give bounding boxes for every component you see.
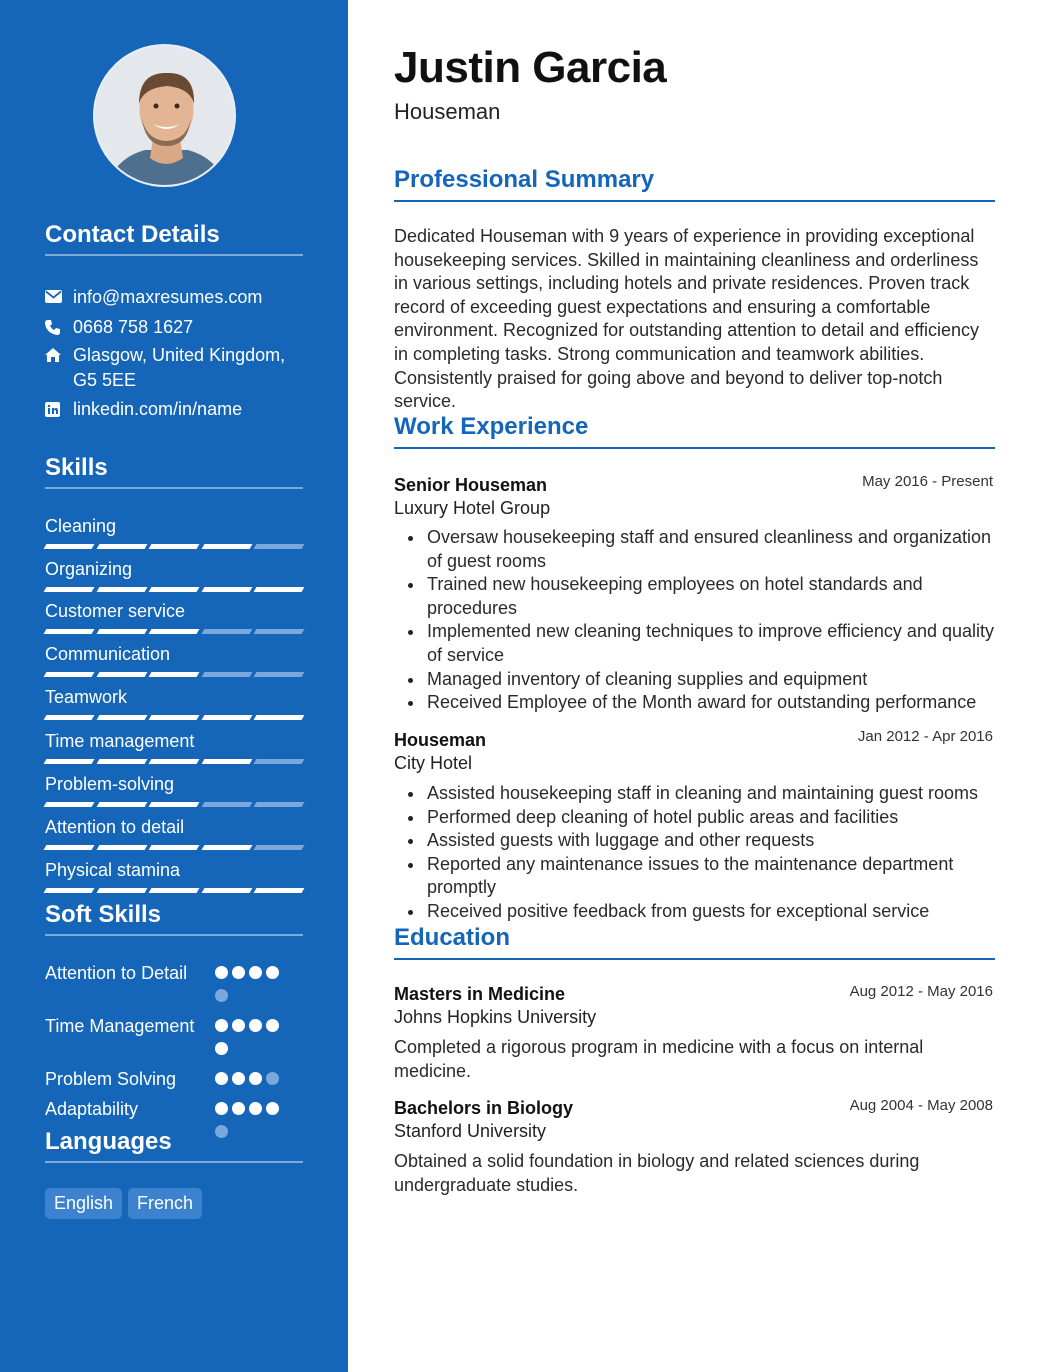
skill-level-segment (254, 672, 304, 677)
job-title: Senior Houseman (394, 475, 548, 495)
linkedin-text[interactable]: linkedin.com/in/name (73, 399, 243, 419)
job-bullets (394, 526, 996, 715)
skill-level-segment (201, 845, 251, 850)
skill-level-bar (45, 888, 303, 893)
phone-text[interactable]: 0668 758 1627 (73, 317, 194, 337)
skill-level-segment (149, 759, 199, 764)
skill-level-segment (254, 587, 304, 592)
degree-description: Completed a rigorous program in medicine with a focus on internal medicine. (394, 1037, 924, 1081)
skill-level-segment (96, 888, 146, 893)
rating-dot (215, 1019, 228, 1032)
school-name: Stanford University (394, 1121, 547, 1141)
skill-item (45, 600, 303, 634)
rating-dot (249, 1072, 262, 1085)
envelope-icon (45, 285, 73, 310)
skill-level-segment (44, 715, 94, 720)
skill-level-segment (149, 629, 199, 634)
skill-item (45, 816, 303, 850)
skill-level-segment (96, 672, 146, 677)
soft-skill-name: Attention to Detail (45, 963, 188, 983)
skill-level-segment (149, 544, 199, 549)
skill-level-segment (149, 587, 199, 592)
skill-level-bar (45, 672, 303, 677)
skill-level-segment (201, 587, 251, 592)
job-dates: May 2016 - Present (862, 473, 993, 490)
soft-skills-heading: Soft Skills (45, 901, 303, 936)
skill-level-segment (254, 759, 304, 764)
rating-dot (266, 966, 279, 979)
job-company: City Hotel (394, 753, 473, 773)
skill-level-bar (45, 845, 303, 850)
list-item: Reported any maintenance issues to the maintenance department promptly (394, 853, 996, 900)
rating-dot (232, 966, 245, 979)
skill-level-segment (44, 802, 94, 807)
summary-text: Dedicated Houseman with 9 years of experience in providing exceptional housekeeping services. Skilled in maintaining cleanliness and orderliness in various settings, including hotels and private residences. Proven track record of exceeding guest expectations and ensuring a comfortable environment. Recognized for outstanding attention to detail and efficiency in completing tasks. Strong communication and teamwork abilities. Consistently praised for going above and beyond to deliver top-notch service. (394, 226, 980, 412)
rating-dot (215, 1072, 228, 1085)
skill-level-segment (96, 629, 146, 634)
skill-level-bar (45, 759, 303, 764)
rating-dot (215, 1102, 228, 1115)
skill-name: Customer service (45, 601, 186, 621)
skill-name: Problem-solving (45, 774, 175, 794)
degree-dates: Aug 2012 - May 2016 (849, 983, 993, 1000)
contact-address (45, 343, 303, 393)
skill-level-segment (201, 672, 251, 677)
skill-level-segment (44, 672, 94, 677)
rating-dot (215, 989, 228, 1002)
contact-email[interactable] (45, 285, 262, 310)
skill-name: Attention to detail (45, 817, 185, 837)
skill-name: Teamwork (45, 687, 128, 707)
skill-level-segment (44, 845, 94, 850)
phone-icon (45, 315, 73, 340)
rating-dot (266, 1019, 279, 1032)
skill-level-segment (44, 629, 94, 634)
language-chip: English (45, 1188, 122, 1219)
rating-dot (266, 1072, 279, 1085)
skill-level-segment (201, 544, 251, 549)
sidebar (0, 0, 348, 1372)
rating-dot (232, 1019, 245, 1032)
skill-level-segment (149, 802, 199, 807)
degree-description: Obtained a solid foundation in biology and related sciences during undergraduate studies. (394, 1151, 920, 1195)
skill-level-segment (254, 802, 304, 807)
skill-level-segment (254, 715, 304, 720)
language-chip: French (128, 1188, 202, 1219)
list-item: Managed inventory of cleaning supplies and equipment (394, 668, 996, 692)
home-icon (45, 343, 73, 393)
contact-linkedin[interactable] (45, 397, 242, 422)
skill-level-bar (45, 715, 303, 720)
candidate-name: Justin Garcia (394, 43, 667, 92)
degree-title: Bachelors in Biology (394, 1098, 574, 1118)
job-company: Luxury Hotel Group (394, 498, 551, 518)
list-item: Received Employee of the Month award for outstanding performance (394, 691, 996, 715)
profile-photo (93, 44, 236, 187)
soft-skill-name: Problem Solving (45, 1069, 177, 1089)
skill-level-segment (201, 888, 251, 893)
email-text[interactable]: info@maxresumes.com (73, 287, 263, 307)
rating-dot (232, 1102, 245, 1115)
list-item: Received positive feedback from guests for exceptional service (394, 900, 996, 924)
job-title: Houseman (394, 730, 487, 750)
skill-name: Physical stamina (45, 860, 181, 880)
skill-level-segment (96, 759, 146, 764)
soft-skill-item (45, 962, 303, 985)
skill-level-segment (96, 715, 146, 720)
contact-phone[interactable] (45, 315, 193, 340)
list-item: Oversaw housekeeping staff and ensured cleanliness and organization of guest rooms (394, 526, 996, 573)
rating-dot (249, 1019, 262, 1032)
job-dates: Jan 2012 - Apr 2016 (857, 728, 993, 745)
address-text: Glasgow, United Kingdom, G5 5EE (73, 345, 286, 390)
experience-heading: Work Experience (394, 413, 995, 449)
rating-dot (215, 1042, 228, 1055)
soft-skill-name: Time Management (45, 1016, 195, 1036)
skill-level-segment (96, 802, 146, 807)
skill-item (45, 643, 303, 677)
skill-item (45, 558, 303, 592)
skill-level-segment (201, 629, 251, 634)
skill-level-segment (149, 845, 199, 850)
list-item: Trained new housekeeping employees on hotel standards and procedures (394, 573, 996, 620)
skill-level-segment (254, 629, 304, 634)
education-heading: Education (394, 924, 995, 960)
job-bullets (394, 782, 996, 924)
rating-dot (232, 1072, 245, 1085)
skill-item (45, 773, 303, 807)
languages-heading: Languages (45, 1128, 303, 1163)
skill-item (45, 859, 303, 893)
soft-skill-item (45, 1098, 303, 1121)
skill-level-segment (96, 587, 146, 592)
rating-dot (249, 966, 262, 979)
avatar (95, 46, 236, 187)
school-name: Johns Hopkins University (394, 1007, 597, 1027)
skill-name: Cleaning (45, 516, 117, 536)
degree-dates: Aug 2004 - May 2008 (849, 1097, 993, 1114)
skill-name: Time management (45, 731, 195, 751)
rating-dot (215, 966, 228, 979)
soft-skill-item (45, 1015, 303, 1038)
rating-dot (249, 1102, 262, 1115)
skill-level-segment (149, 672, 199, 677)
skill-name: Communication (45, 644, 171, 664)
contact-heading: Contact Details (45, 221, 303, 256)
candidate-title: Houseman (394, 99, 501, 124)
skill-level-segment (254, 544, 304, 549)
list-item: Assisted guests with luggage and other requests (394, 829, 996, 853)
skills-heading: Skills (45, 454, 303, 489)
skill-level-bar (45, 587, 303, 592)
skill-level-segment (44, 544, 94, 549)
skill-level-segment (96, 544, 146, 549)
skill-level-segment (254, 888, 304, 893)
list-item: Performed deep cleaning of hotel public areas and facilities (394, 806, 996, 830)
skill-item (45, 730, 303, 764)
skill-level-bar (45, 544, 303, 549)
skill-level-segment (44, 587, 94, 592)
skill-item (45, 686, 303, 720)
soft-skill-name: Adaptability (45, 1099, 139, 1119)
skill-item (45, 515, 303, 549)
skill-level-segment (201, 802, 251, 807)
rating-dot (266, 1102, 279, 1115)
list-item: Implemented new cleaning techniques to improve efficiency and quality of service (394, 620, 996, 667)
skill-level-segment (201, 715, 251, 720)
skill-level-segment (44, 888, 94, 893)
skill-level-segment (96, 845, 146, 850)
skill-level-bar (45, 802, 303, 807)
linkedin-icon (45, 397, 73, 422)
skill-level-segment (149, 888, 199, 893)
skill-level-segment (149, 715, 199, 720)
skill-level-segment (44, 759, 94, 764)
degree-title: Masters in Medicine (394, 984, 566, 1004)
skill-level-segment (254, 845, 304, 850)
summary-heading: Professional Summary (394, 166, 995, 202)
soft-skill-item (45, 1068, 303, 1091)
skill-name: Organizing (45, 559, 133, 579)
list-item: Assisted housekeeping staff in cleaning and maintaining guest rooms (394, 782, 996, 806)
skill-level-segment (201, 759, 251, 764)
skill-level-bar (45, 629, 303, 634)
